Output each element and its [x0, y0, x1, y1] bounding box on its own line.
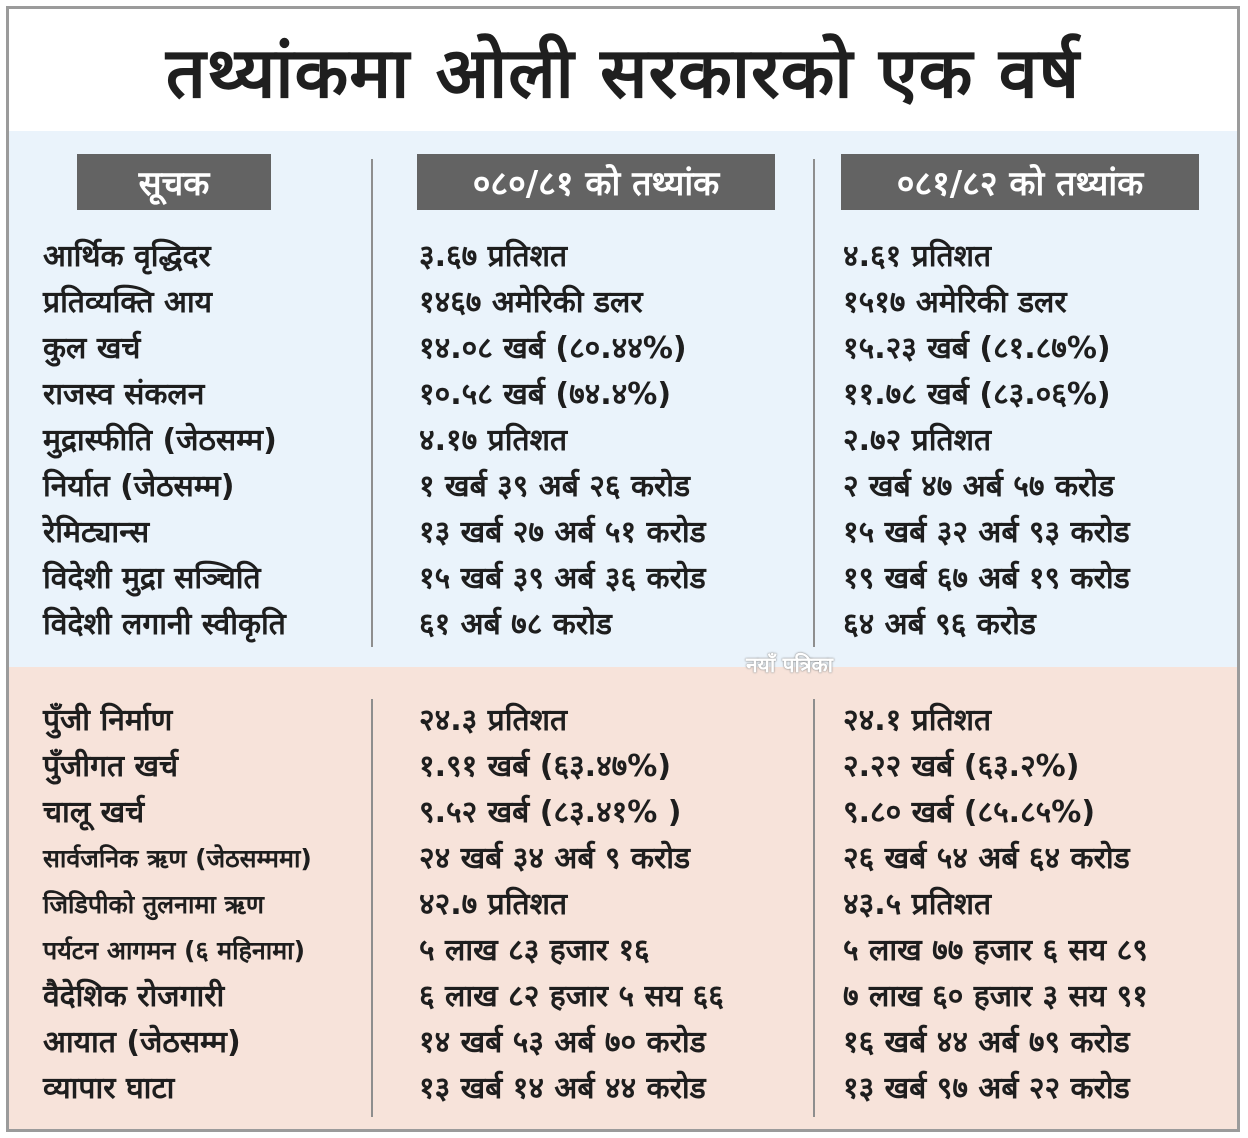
table-row [9, 1020, 1237, 1066]
header-year-080-81: ०८०/८१ को तथ्यांक [417, 154, 775, 210]
value-080-81-cell: १४ खर्ब ५३ अर्ब ७० करोड [419, 1025, 706, 1060]
value-081-82-cell: १६ खर्ब ४४ अर्ब ७९ करोड [843, 1025, 1130, 1060]
top-rows [9, 234, 1237, 648]
indicator-cell: पुँजी निर्माण [43, 703, 173, 738]
table-row [9, 928, 1237, 974]
value-081-82-cell: ६४ अर्ब ९६ करोड [843, 607, 1036, 642]
value-080-81-cell: १३ खर्ब १४ अर्ब ४४ करोड [419, 1071, 706, 1106]
infographic-frame [6, 6, 1240, 1132]
table-row [9, 744, 1237, 790]
table-row [9, 464, 1237, 510]
value-080-81-cell: १५ खर्ब ३९ अर्ब ३६ करोड [419, 561, 706, 596]
indicator-cell: सार्वजनिक ऋण (जेठसम्ममा) [43, 844, 312, 873]
indicator-cell: व्यापार घाटा [43, 1071, 175, 1106]
value-080-81-cell: २४.३ प्रतिशत [419, 703, 568, 738]
value-081-82-cell: २ खर्ब ४७ अर्ब ५७ करोड [843, 469, 1115, 504]
value-081-82-cell: २.७२ प्रतिशत [843, 423, 992, 458]
value-080-81-cell: ३.६७ प्रतिशत [419, 239, 568, 274]
value-080-81-cell: १०.५८ खर्ब (७४.४%) [419, 377, 672, 412]
table-row [9, 326, 1237, 372]
indicator-cell: जिडिपीको तुलनामा ऋण [43, 890, 265, 919]
table-row [9, 836, 1237, 882]
value-081-82-cell: १३ खर्ब ९७ अर्ब २२ करोड [843, 1071, 1130, 1106]
table-row [9, 790, 1237, 836]
value-081-82-cell: २६ खर्ब ५४ अर्ब ६४ करोड [843, 841, 1130, 876]
value-080-81-cell: ६१ अर्ब ७८ करोड [419, 607, 612, 642]
table-row [9, 1066, 1237, 1112]
indicator-cell: आयात (जेठसम्म) [43, 1025, 241, 1060]
value-080-81-cell: १.९१ खर्ब (६३.४७%) [419, 749, 672, 784]
indicator-cell: आर्थिक वृद्धिदर [43, 239, 211, 274]
value-081-82-cell: ४.६१ प्रतिशत [843, 239, 992, 274]
value-081-82-cell: २.२२ खर्ब (६३.२%) [843, 749, 1080, 784]
value-081-82-cell: ५ लाख ७७ हजार ६ सय ८९ [843, 933, 1148, 968]
value-081-82-cell: १५ खर्ब ३२ अर्ब ९३ करोड [843, 515, 1130, 550]
indicator-cell: पर्यटन आगमन (६ महिनामा) [43, 936, 306, 965]
indicator-cell: विदेशी मुद्रा सञ्चिति [43, 561, 261, 596]
value-081-82-cell: १५१७ अमेरिकी डलर [843, 285, 1067, 320]
table-row [9, 556, 1237, 602]
value-081-82-cell: १९ खर्ब ६७ अर्ब १९ करोड [843, 561, 1130, 596]
value-081-82-cell: १५.२३ खर्ब (८१.८७%) [843, 331, 1111, 366]
value-080-81-cell: ९.५२ खर्ब (८३.४१% ) [419, 795, 682, 830]
table-row [9, 974, 1237, 1020]
value-080-81-cell: १४.०८ खर्ब (८०.४४%) [419, 331, 687, 366]
value-080-81-cell: १३ खर्ब २७ अर्ब ५१ करोड [419, 515, 706, 550]
indicator-cell: मुद्रास्फीति (जेठसम्म) [43, 423, 277, 458]
indicator-cell: प्रतिव्यक्ति आय [43, 285, 213, 320]
value-080-81-cell: १ खर्ब ३९ अर्ब २६ करोड [419, 469, 691, 504]
value-081-82-cell: ९.८० खर्ब (८५.८५%) [843, 795, 1096, 830]
value-080-81-cell: ४२.७ प्रतिशत [419, 887, 568, 922]
value-081-82-cell: ४३.५ प्रतिशत [843, 887, 992, 922]
header-year-081-82: ०८१/८२ को तथ्यांक [841, 154, 1199, 210]
value-080-81-cell: ४.१७ प्रतिशत [419, 423, 568, 458]
value-081-82-cell: ११.७८ खर्ब (८३.०६%) [843, 377, 1111, 412]
indicator-cell: वैदेशिक रोजगारी [43, 979, 225, 1014]
indicator-cell: चालू खर्च [43, 795, 145, 830]
value-080-81-cell: २४ खर्ब ३४ अर्ब ९ करोड [419, 841, 691, 876]
indicator-cell: कुल खर्च [43, 331, 141, 366]
table-row [9, 280, 1237, 326]
indicator-cell: विदेशी लगानी स्वीकृति [43, 607, 286, 642]
indicator-cell: निर्यात (जेठसम्म) [43, 469, 235, 504]
indicator-cell: पुँजीगत खर्च [43, 749, 179, 784]
header-indicator: सूचक [77, 154, 271, 210]
value-081-82-cell: ७ लाख ६० हजार ३ सय ९१ [843, 979, 1148, 1014]
indicator-cell: रेमिट्यान्स [43, 515, 150, 550]
table-row [9, 372, 1237, 418]
page-title: तथ्यांकमा ओली सरकारको एक वर्ष [165, 32, 1081, 114]
bottom-rows [9, 698, 1237, 1112]
table-row [9, 602, 1237, 648]
value-081-82-cell: २४.१ प्रतिशत [843, 703, 992, 738]
value-080-81-cell: १४६७ अमेरिकी डलर [419, 285, 643, 320]
table-row [9, 698, 1237, 744]
table-row [9, 882, 1237, 928]
table-row [9, 418, 1237, 464]
watermark-label: नयाँ पत्रिका [746, 653, 834, 677]
table-row [9, 510, 1237, 556]
table-row [9, 234, 1237, 280]
value-080-81-cell: ५ लाख ८३ हजार १६ [419, 933, 650, 968]
value-080-81-cell: ६ लाख ८२ हजार ५ सय ६६ [419, 979, 724, 1014]
indicator-cell: राजस्व संकलन [43, 377, 205, 412]
